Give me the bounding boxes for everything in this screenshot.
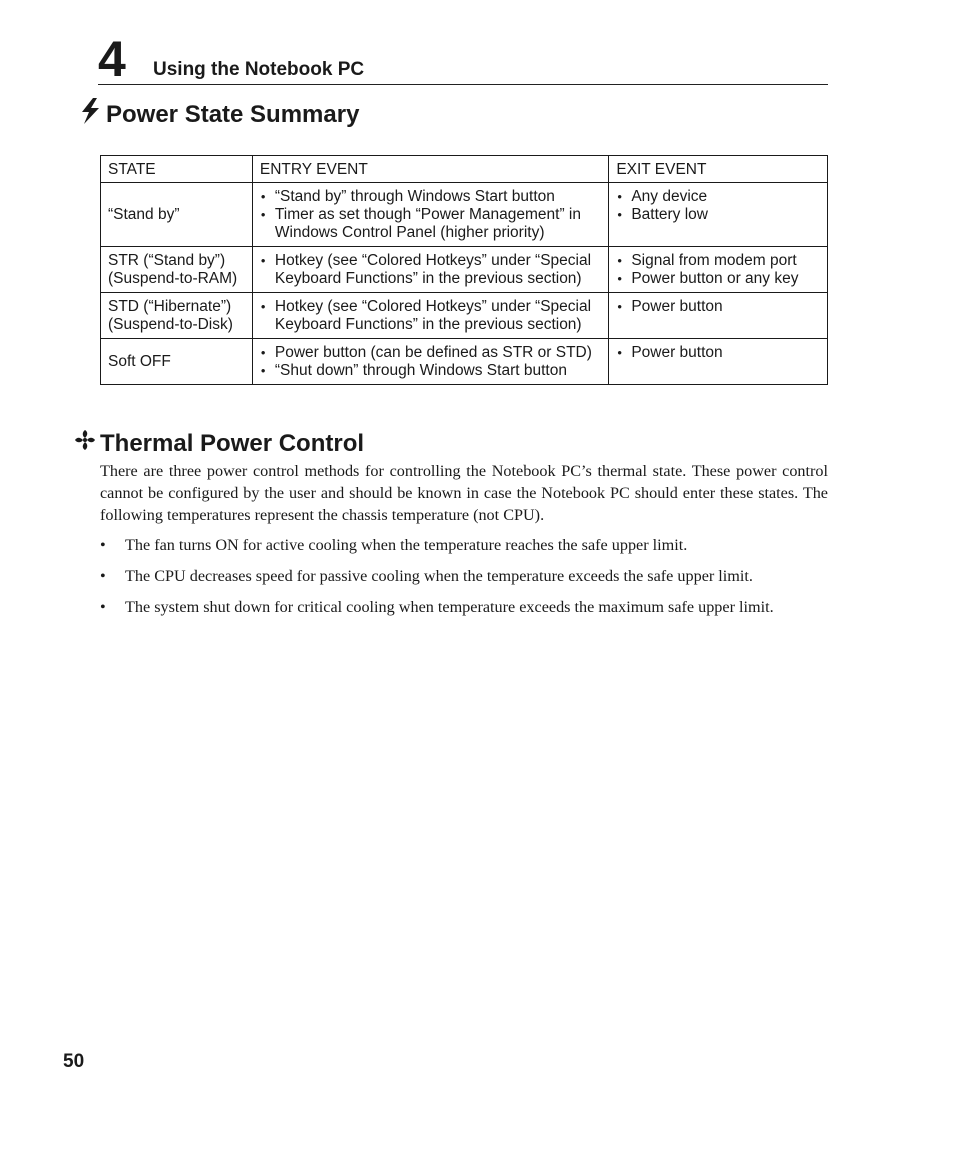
entry-event-cell — [252, 183, 608, 247]
list-item: • Timer as set though “Power Management” in Windows Control Panel (higher priority) — [260, 206, 602, 242]
list-item: • Hotkey (see “Colored Hotkeys” under “Special Keyboard Functions” in the previous section) — [260, 252, 602, 288]
list-item: • “Stand by” through Windows Start button — [260, 188, 602, 206]
power-state-summary-heading — [78, 98, 359, 131]
list-item: • Any device — [616, 188, 821, 206]
table-row — [101, 339, 828, 385]
thermal-power-control-heading — [74, 429, 364, 458]
thermal-bullet-list — [100, 534, 828, 627]
list-item: • Signal from modem port — [616, 252, 821, 270]
list-item: • Battery low — [616, 206, 821, 224]
list-item: • The system shut down for critical cooling when temperature exceeds the maximum safe upper limit. — [100, 596, 828, 618]
exit-event-cell — [609, 293, 828, 339]
exit-event-cell — [609, 339, 828, 385]
chapter-title: Using the Notebook PC — [153, 59, 365, 80]
exit-event-cell — [609, 247, 828, 293]
column-header-state: STATE — [101, 156, 253, 183]
section-title: Thermal Power Control — [100, 429, 365, 457]
lightning-bolt-icon — [78, 98, 102, 131]
state-cell: STR (“Stand by”) (Suspend-to-RAM) — [101, 247, 253, 293]
entry-event-cell — [252, 339, 608, 385]
entry-event-cell — [252, 247, 608, 293]
chapter-number: 4 — [98, 31, 125, 87]
exit-event-cell — [609, 183, 828, 247]
list-item: • The fan turns ON for active cooling when the temperature reaches the safe upper limit. — [100, 534, 828, 556]
section-title: Power State Summary — [106, 100, 360, 128]
list-item: • Power button — [616, 344, 821, 362]
table-row — [101, 247, 828, 293]
table-row — [101, 293, 828, 339]
state-cell: Soft OFF — [101, 339, 253, 385]
chapter-header — [98, 31, 828, 87]
table-header-row — [101, 156, 828, 183]
list-item: • Power button — [616, 298, 821, 316]
state-cell: “Stand by” — [101, 183, 253, 247]
state-cell: STD (“Hibernate”) (Suspend-to-Disk) — [101, 293, 253, 339]
page-number: 50 — [63, 1051, 85, 1072]
list-item: • Hotkey (see “Colored Hotkeys” under “Special Keyboard Functions” in the previous section) — [260, 298, 602, 334]
column-header-exit-event: EXIT EVENT — [609, 156, 828, 183]
column-header-entry-event: ENTRY EVENT — [252, 156, 608, 183]
thermal-intro-paragraph: There are three power control methods for controlling the Notebook PC’s thermal state. These power control cannot be configured by the user and should be known in case the Notebook PC should enter these states. The following temperatures represent the chassis temperature (not CPU). — [100, 462, 828, 524]
list-item: • The CPU decreases speed for passive cooling when the temperature exceeds the safe upper limit. — [100, 565, 828, 587]
fan-icon — [74, 429, 96, 458]
power-state-table — [100, 155, 828, 385]
table-row — [101, 183, 828, 247]
list-item: • Power button or any key — [616, 270, 821, 288]
list-item: • “Shut down” through Windows Start button — [260, 362, 602, 380]
entry-event-cell — [252, 293, 608, 339]
list-item: • Power button (can be defined as STR or STD) — [260, 344, 602, 362]
